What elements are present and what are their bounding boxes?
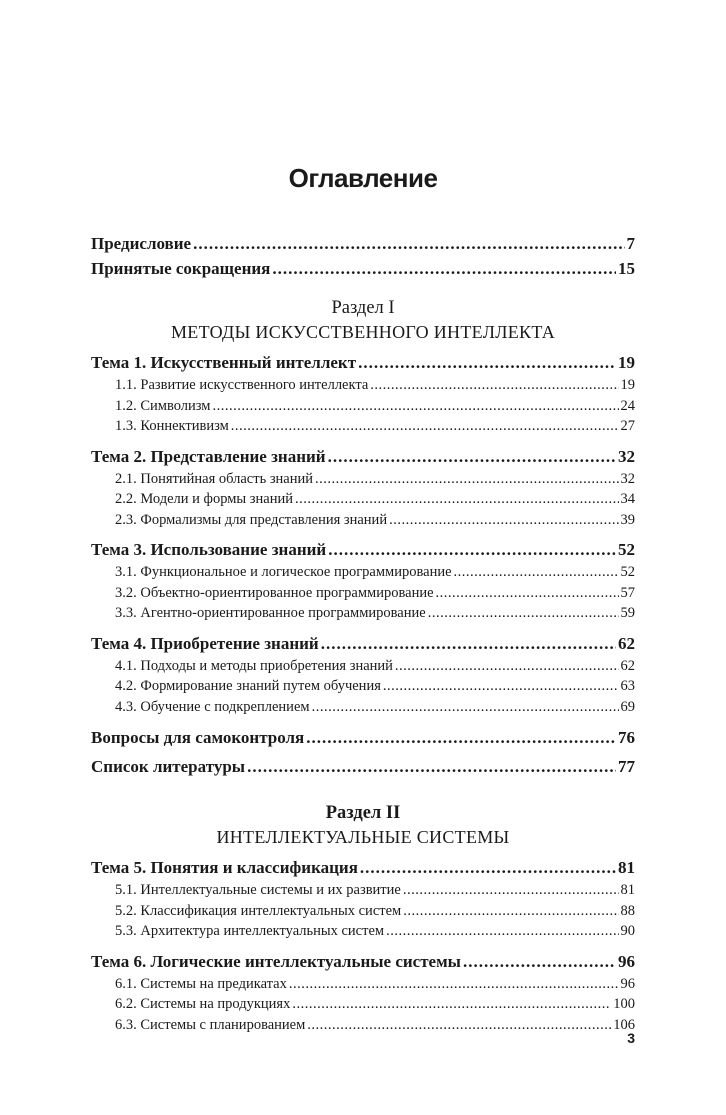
- dot-leader: [315, 469, 618, 490]
- toc-entry-abbreviations[interactable]: [91, 256, 635, 281]
- toc-entry-label: 4.2. Формирование знаний путем обучения: [115, 678, 381, 694]
- toc-entry-label: 2.3. Формализмы для представления знаний: [115, 511, 388, 528]
- toc-topic-5[interactable]: [91, 855, 635, 880]
- toc-topic-1[interactable]: [91, 350, 635, 375]
- toc-entry-page: 81: [618, 858, 635, 877]
- dot-leader: [389, 510, 618, 531]
- toc-entry-label: Список литературы: [91, 757, 246, 776]
- toc-topic-2[interactable]: [91, 444, 635, 469]
- toc-subentry-5-2[interactable]: [91, 901, 635, 922]
- dot-leader: [436, 583, 619, 604]
- toc-entry-label: Вопросы для самоконтроля: [91, 728, 305, 747]
- toc-entry-page: 32: [618, 446, 635, 466]
- toc-entry-label: 5.2. Классификация интеллектуальных систем: [115, 902, 402, 919]
- toc-entry-label: 3.3. Агентно-ориентированное программирование: [115, 605, 426, 621]
- table-of-contents: [91, 231, 635, 1035]
- section-heading-1: [91, 296, 635, 344]
- toc-entry-label: Тема 2. Представление знаний: [91, 446, 326, 466]
- toc-entry-page: 62: [620, 657, 635, 674]
- toc-entry-label: 4.3. Обучение с подкреплением: [115, 698, 310, 715]
- dot-leader: [328, 444, 616, 469]
- toc-subentry-4-3[interactable]: [91, 697, 635, 718]
- toc-subentry-3-1[interactable]: [91, 562, 635, 583]
- toc-entry-page: 59: [620, 605, 635, 621]
- toc-entry-page: 52: [620, 564, 635, 580]
- toc-entry-label: 5.1. Интеллектуальные системы и их развитие: [115, 882, 401, 898]
- section-number: Раздел II: [325, 803, 401, 823]
- toc-entry-self-check[interactable]: [91, 724, 635, 752]
- toc-entry-preface[interactable]: [91, 231, 635, 256]
- toc-entry-page: 39: [620, 511, 635, 528]
- section-number: Раздел I: [331, 298, 395, 318]
- toc-entry-page: 100: [613, 996, 635, 1012]
- toc-entry-label: 3.1. Функциональное и логическое программирование: [115, 564, 452, 580]
- toc-entry-page: 57: [620, 584, 635, 601]
- section-title: ИНТЕЛЛЕКТУАЛЬНЫЕ СИСТЕМЫ: [216, 827, 510, 847]
- toc-entry-label: 6.2. Системы на продукциях: [115, 996, 291, 1012]
- section-heading-2: [91, 801, 635, 849]
- toc-entry-label: Тема 1. Искусственный интеллект: [91, 353, 357, 372]
- dot-leader: [370, 375, 618, 396]
- toc-entry-page: 7: [626, 234, 635, 253]
- toc-entry-page: 62: [618, 633, 635, 653]
- toc-subentry-2-1[interactable]: [91, 469, 635, 490]
- toc-subentry-1-2[interactable]: [91, 396, 635, 417]
- toc-entry-page: 69: [620, 698, 635, 715]
- page-number: 3: [627, 1030, 635, 1046]
- toc-entry-page: 24: [620, 397, 635, 414]
- dot-leader: [292, 994, 611, 1015]
- dot-leader: [328, 537, 616, 562]
- toc-entry-page: 52: [618, 540, 635, 559]
- dot-leader: [395, 656, 619, 677]
- dot-leader: [360, 855, 616, 880]
- dot-leader: [307, 1015, 611, 1036]
- toc-entry-page: 76: [618, 728, 635, 747]
- dot-leader: [247, 752, 616, 782]
- toc-entry-label: 3.2. Объектно-ориентированное программирование: [115, 584, 434, 601]
- toc-entry-page: 27: [620, 418, 635, 434]
- section-title: МЕТОДЫ ИСКУССТВЕННОГО ИНТЕЛЛЕКТА: [170, 322, 556, 342]
- toc-entry-label: 6.3. Системы с планированием: [115, 1016, 306, 1033]
- toc-topic-4[interactable]: [91, 631, 635, 656]
- dot-leader: [454, 562, 619, 583]
- page-title: Оглавление: [288, 163, 438, 193]
- toc-entry-label: Тема 4. Приобретение знаний: [91, 633, 319, 653]
- dot-leader: [383, 676, 619, 697]
- toc-entry-page: 90: [620, 923, 635, 939]
- toc-entry-label: Предисловие: [91, 234, 192, 253]
- dot-leader: [289, 974, 619, 995]
- toc-entry-page: 88: [620, 902, 635, 919]
- toc-topic-6[interactable]: [91, 949, 635, 974]
- toc-entry-references[interactable]: [91, 752, 635, 782]
- toc-entry-page: 96: [618, 951, 635, 971]
- toc-entry-label: 4.1. Подходы и методы приобретения знаний: [115, 657, 393, 674]
- toc-entry-page: 34: [620, 491, 635, 507]
- toc-entry-label: 1.3. Коннективизм: [115, 418, 229, 434]
- toc-entry-label: 6.1. Системы на предикатах: [115, 975, 287, 992]
- toc-subentry-2-2[interactable]: [91, 489, 635, 510]
- dot-leader: [231, 416, 619, 437]
- toc-subentry-1-1[interactable]: [91, 375, 635, 396]
- toc-entry-page: 96: [620, 975, 635, 992]
- toc-entry-page: 19: [618, 353, 635, 372]
- dot-leader: [212, 396, 618, 417]
- toc-subentry-3-2[interactable]: [91, 583, 635, 604]
- dot-leader: [193, 231, 624, 256]
- dot-leader: [428, 603, 619, 624]
- toc-subentry-4-2[interactable]: [91, 676, 635, 697]
- toc-subentry-4-1[interactable]: [91, 656, 635, 677]
- dot-leader: [321, 631, 616, 656]
- toc-subentry-6-1[interactable]: [91, 974, 635, 995]
- dot-leader: [403, 901, 618, 922]
- toc-entry-page: 32: [620, 470, 635, 487]
- toc-entry-label: 2.2. Модели и формы знаний: [115, 491, 293, 507]
- dot-leader: [358, 350, 616, 375]
- toc-entry-label: Тема 3. Использование знаний: [91, 540, 327, 559]
- toc-entry-page: 81: [620, 882, 635, 898]
- toc-entry-label: 1.2. Символизм: [115, 397, 211, 414]
- dot-leader: [272, 256, 616, 281]
- toc-entry-page: 106: [613, 1016, 635, 1033]
- dot-leader: [386, 921, 618, 942]
- toc-subentry-5-3[interactable]: [91, 921, 635, 942]
- toc-subentry-2-3[interactable]: [91, 510, 635, 531]
- toc-subentry-5-1[interactable]: [91, 880, 635, 901]
- toc-entry-label: Принятые сокращения: [91, 259, 271, 278]
- toc-entry-page: 19: [620, 377, 635, 393]
- toc-entry-label: 2.1. Понятийная область знаний: [115, 470, 314, 487]
- toc-entry-page: 77: [618, 757, 635, 776]
- toc-entry-page: 15: [618, 259, 635, 278]
- toc-subentry-3-3[interactable]: [91, 603, 635, 624]
- toc-topic-3[interactable]: [91, 537, 635, 562]
- toc-entry-label: 1.1. Развитие искусственного интеллекта: [115, 377, 369, 393]
- toc-entry-label: Тема 5. Понятия и классификация: [91, 858, 358, 877]
- dot-leader: [312, 697, 619, 718]
- toc-subentry-6-2[interactable]: [91, 994, 635, 1015]
- dot-leader: [463, 949, 616, 974]
- dot-leader: [306, 724, 616, 752]
- toc-subentry-1-3[interactable]: [91, 416, 635, 437]
- dot-leader: [295, 489, 619, 510]
- toc-entry-page: 63: [620, 678, 635, 694]
- toc-entry-label: 5.3. Архитектура интеллектуальных систем: [115, 923, 385, 939]
- toc-entry-label: Тема 6. Логические интеллектуальные системы: [91, 951, 461, 971]
- toc-subentry-6-3[interactable]: [91, 1015, 635, 1036]
- dot-leader: [403, 880, 619, 901]
